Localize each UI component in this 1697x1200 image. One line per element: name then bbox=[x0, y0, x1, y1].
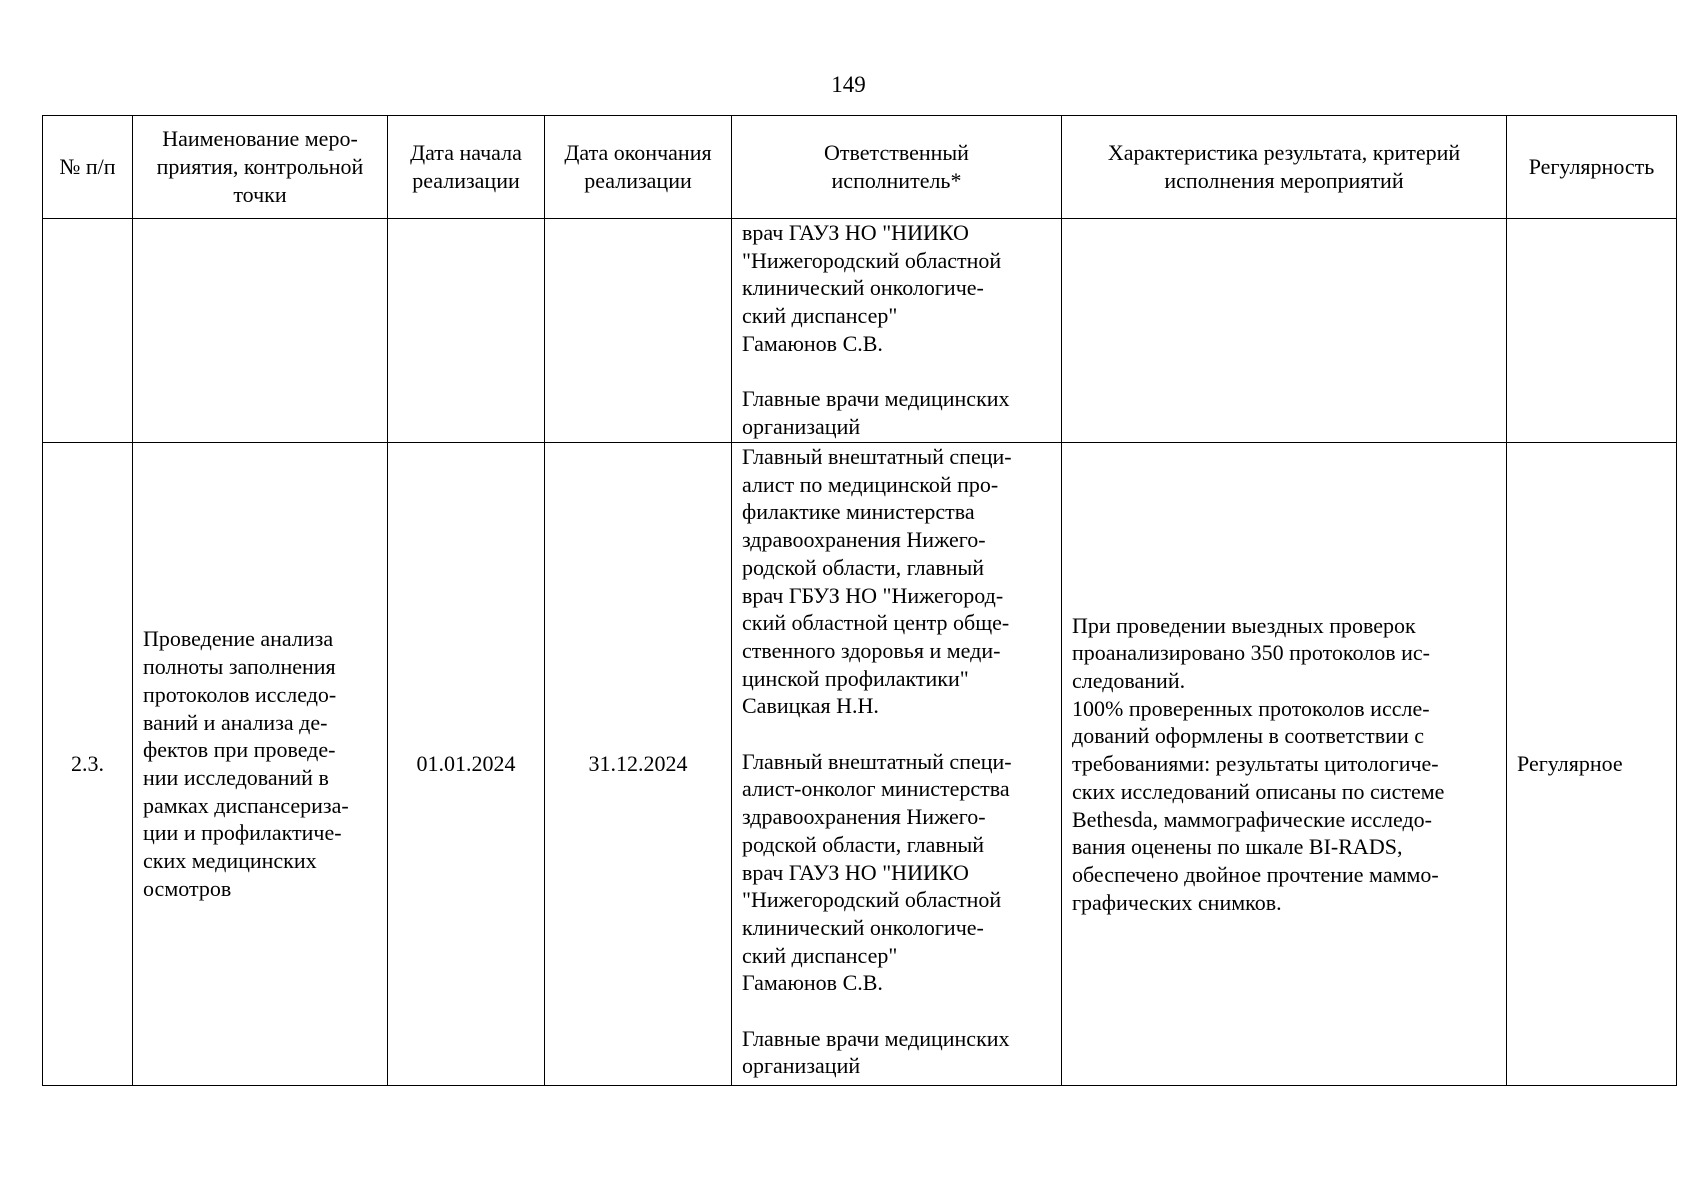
cell-regularity: Регулярное bbox=[1507, 443, 1677, 1086]
cell-start-date bbox=[388, 219, 545, 443]
page-number: 149 bbox=[831, 72, 866, 97]
header-responsible: Ответственный исполнитель* bbox=[732, 116, 1062, 219]
responsible-paragraph: Главные врачи медицинских организаций bbox=[742, 1025, 1010, 1079]
cell-result bbox=[1062, 219, 1507, 443]
cell-responsible bbox=[732, 443, 1062, 1086]
cell-name: Проведение анализа полноты заполнения протоколов исследо- ваний и анализа де- фектов при проведе- нии исследований в рамках диспансериза- ции и профилактиче- ских медицинских осмотров bbox=[133, 443, 388, 1086]
responsible-paragraph: Главный внештатный специ- алист по медицинской про- филактике министерства здравоохранения Нижего- родской области, главный врач ГБУЗ НО "Нижегород- ский областной центр обще- ственного здоровья и меди- цинской профилактики" Савицкая Н.Н. bbox=[742, 444, 1012, 719]
responsible-paragraph: врач ГАУЗ НО "НИИКО "Нижегородский областной клинический онкологиче- ский диспансер" Гамаюнов С.В. bbox=[742, 220, 1002, 356]
cell-regularity bbox=[1507, 219, 1677, 443]
cell-start-date: 01.01.2024 bbox=[388, 443, 545, 1086]
table-header-row bbox=[43, 116, 1677, 219]
header-result: Характеристика результата, критерий исполнения мероприятий bbox=[1062, 116, 1507, 219]
cell-responsible bbox=[732, 219, 1062, 443]
cell-end-date: 31.12.2024 bbox=[545, 443, 732, 1086]
table-row bbox=[43, 443, 1677, 1086]
cell-name bbox=[133, 219, 388, 443]
header-regularity: Регулярность bbox=[1507, 116, 1677, 219]
header-end-date: Дата окончания реализации bbox=[545, 116, 732, 219]
header-name: Наименование меро- приятия, контрольной точки bbox=[133, 116, 388, 219]
header-start-date: Дата начала реализации bbox=[388, 116, 545, 219]
cell-number: 2.3. bbox=[43, 443, 133, 1086]
responsible-paragraph: Главный внештатный специ- алист-онколог министерства здравоохранения Нижего- родской области, главный врач ГАУЗ НО "НИИКО "Нижегородский областной клинический онкологиче- ский диспансер" Гамаюнов С.В. bbox=[742, 748, 1012, 996]
table-row bbox=[43, 219, 1677, 443]
responsible-paragraph: Главные врачи медицинских организаций bbox=[742, 386, 1010, 439]
activities-table bbox=[42, 115, 1677, 1086]
header-number: № п/п bbox=[43, 116, 133, 219]
cell-number bbox=[43, 219, 133, 443]
cell-end-date bbox=[545, 219, 732, 443]
cell-result: При проведении выездных проверок проанализировано 350 протоколов ис- следований. 100% проверенных протоколов иссле- дований оформлены в соответствии с требованиями: результаты цитологиче- ских исследований описаны по системе Bethesda, маммографические исследо- вания оценены по шкале BI-RADS, обеспечено двойное прочтение маммо- графических снимков. bbox=[1062, 443, 1507, 1086]
